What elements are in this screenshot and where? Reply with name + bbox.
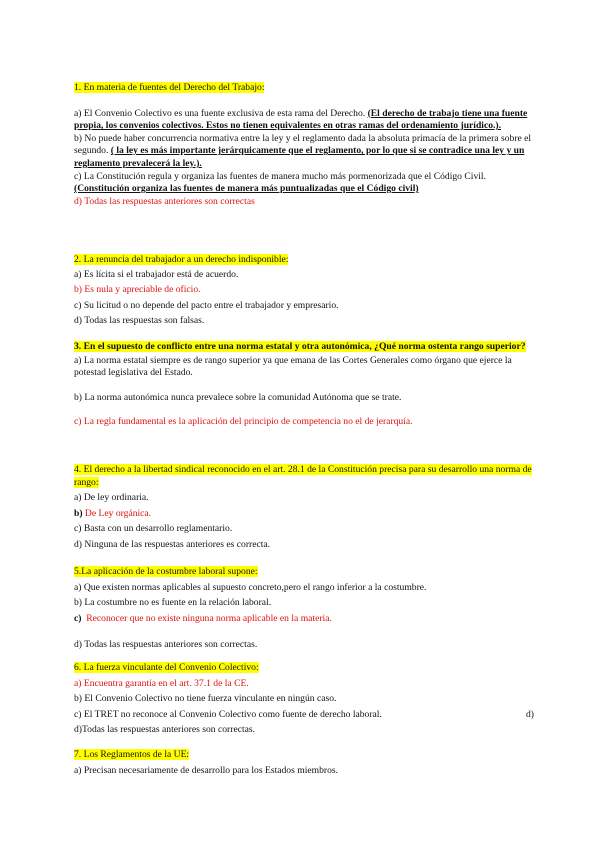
option-b [74, 133, 534, 171]
option-b: b) Es nula y apreciable de oficio. [74, 284, 201, 296]
option-text: b) No puede haber concurrencia normativa entre la ley y el reglamento dada la absoluta primacía de la primera sobre el segundo. [74, 132, 532, 157]
question-1 [74, 82, 534, 208]
option-d: d) Todas las respuestas son falsas. [74, 315, 205, 327]
option-note: (Constitución organiza las fuentes de manera más puntualizadas que el Código civil) [74, 183, 419, 195]
question-title: 4. El derecho a la libertad sindical reconocido en el art. 28.1 de la Constitución precisa para su desarrollo una norma de rango: [74, 464, 532, 488]
option-c: c) La regla fundamental es la aplicación del principio de competencia no el de jerarquía. [74, 416, 413, 428]
option-text: Reconocer que no existe ninguna norma aplicable en la materia. [81, 612, 332, 624]
option-d: d) Todas las respuestas anteriores son correctas [74, 195, 255, 207]
option-a: a) La norma estatal siempre es de rango superior ya que emana de las Cortes Generales como órgano que ejerce la potestad legislativa del Estado. [74, 354, 512, 379]
question-4 [74, 464, 534, 552]
option-d: d) Ninguna de las respuestas anteriores es correcta. [74, 538, 271, 550]
option-c [74, 171, 534, 196]
option-tail: d) [526, 708, 534, 720]
option-a: a) Que existen normas aplicables al supuesto concreto,pero el rango inferior a la costumbre. [74, 581, 427, 593]
option-a: a) Es lícita si el trabajador está de acuerdo. [74, 268, 239, 280]
option-d: d)Todas las respuestas anteriores son correctas. [74, 724, 256, 736]
question-6 [74, 662, 534, 737]
option-text: De Ley orgánica. [82, 507, 152, 519]
option-b: b) La costumbre no es fuente en la relación laboral. [74, 597, 272, 609]
option-c [74, 613, 534, 626]
option-c [74, 709, 534, 722]
question-title: 1. En materia de fuentes del Derecho del Trabajo: [74, 82, 265, 93]
option-text: a) El Convenio Colectivo es una fuente exclusiva de esta rama del Derecho. [74, 107, 368, 119]
option-b: b) La norma autonómica nunca prevalece sobre la comunidad Autónoma que se trate. [74, 391, 402, 403]
option-a [74, 108, 534, 133]
question-5 [74, 566, 534, 652]
option-c: c) Basta con un desarrollo reglamentario. [74, 523, 233, 535]
question-7 [74, 749, 534, 777]
option-a: a) De ley ordinaria. [74, 492, 149, 504]
question-title: 7. Los Reglamentos de la UE: [74, 749, 190, 760]
option-d: d) Todas las respuestas anteriores son correctas. [74, 639, 258, 651]
option-text: c) La Constitución regula y organiza las fuentes de manera mucho más pormenorizada que el Código Civil. [74, 170, 486, 182]
option-a: a) Precisan necesariamente de desarrollo para los Estados miembros. [74, 764, 338, 776]
option-note: (El derecho de trabajo tiene una fuente propia, los convenios colectivos. Estos no tienen equivalentes en otras ramas del ordenamiento jurídico.). [74, 107, 528, 132]
question-2 [74, 254, 534, 328]
option-b: b) El Convenio Colectivo no tiene fuerza vinculante en ningún caso. [74, 693, 337, 705]
option-label: c) [74, 612, 82, 624]
option-a: a) Encuentra garantía en el art. 37.1 de la CE. [74, 677, 249, 689]
option-label: b) [74, 507, 83, 519]
question-title: 6. La fuerza vinculante del Convenio Colectivo: [74, 662, 259, 673]
option-text: c) El TRET no reconoce al Convenio Colectivo como fuente de derecho laboral. [74, 708, 382, 720]
question-title: 5.La aplicación de la costumbre laboral supone: [74, 566, 258, 577]
question-title: 3. En el supuesto de conflicto entre una norma estatal y otra autonómica, ¿Qué norma ostenta rango superior? [74, 341, 526, 352]
option-b [74, 508, 534, 521]
option-c: c) Su licitud o no depende del pacto entre el trabajador y empresario. [74, 299, 339, 311]
option-note: ( la ley es más importante jerárquicamente que el reglamento, por lo que si se contradice una ley y un reglamento prevalecerá la ley.). [74, 145, 525, 169]
question-title: 2. La renuncia del trabajador a un derecho indisponible: [74, 254, 289, 265]
question-3 [74, 341, 534, 429]
